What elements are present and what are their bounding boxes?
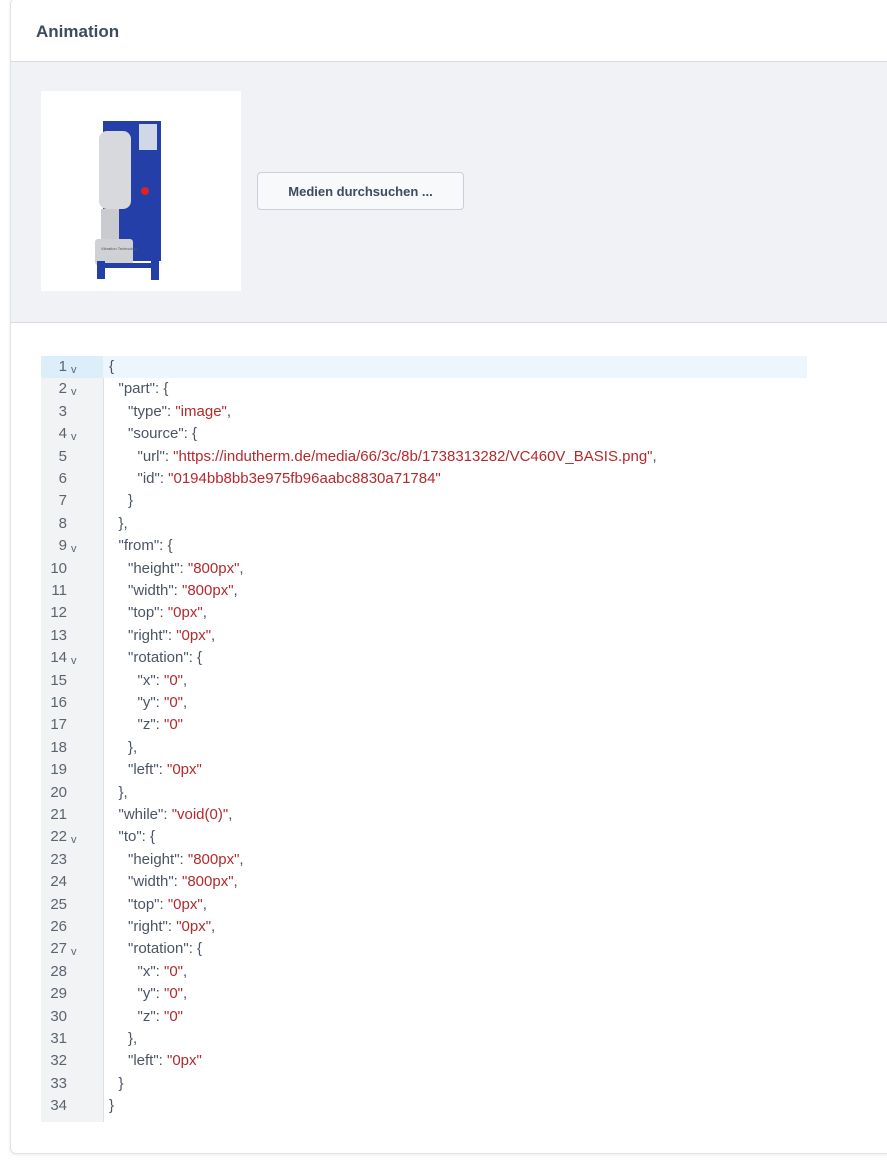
line-number-text: 34: [50, 1097, 67, 1115]
line-number-text: 30: [50, 1007, 67, 1025]
line-number-text: 4: [58, 425, 67, 443]
line-number: [41, 1095, 103, 1117]
punctuation: }: [128, 492, 134, 510]
code-line[interactable]: [41, 670, 807, 692]
line-number-text: 31: [50, 1030, 67, 1047]
punctuation: : {: [155, 380, 169, 398]
code-text: [109, 401, 231, 423]
line-number: [41, 692, 103, 714]
line-number: [41, 916, 103, 938]
code-line[interactable]: [41, 558, 807, 580]
json-key: "part": [118, 380, 155, 398]
line-number-text: 8: [58, 514, 67, 532]
punctuation: ,: [183, 694, 188, 711]
colon: :: [164, 447, 174, 465]
colon: :: [155, 694, 164, 711]
colon: :: [159, 604, 168, 622]
line-number: [41, 737, 103, 759]
card-title: Animation: [36, 22, 120, 41]
punctuation: ,: [233, 873, 238, 891]
punctuation: : {: [188, 649, 203, 667]
code-text: [109, 714, 183, 736]
line-number-text: 25: [50, 895, 67, 913]
code-line[interactable]: [41, 401, 807, 423]
code-text: [109, 894, 207, 916]
punctuation: : {: [183, 425, 198, 443]
json-string-value: "0px": [167, 895, 203, 913]
line-number: [41, 871, 103, 893]
code-text: [109, 625, 215, 647]
fold-chevron-icon[interactable]: v: [71, 431, 77, 444]
punctuation: },: [118, 514, 128, 532]
json-string-value: "0194bb8bb3e975fb96aabc8830a71784": [168, 470, 441, 487]
line-number: [41, 826, 103, 848]
line-number: [41, 1006, 103, 1028]
punctuation: ,: [202, 604, 207, 622]
code-line[interactable]: [41, 446, 807, 468]
code-text: [109, 423, 197, 445]
line-number: [41, 983, 103, 1005]
json-string-value: "800px": [182, 873, 234, 891]
json-key: "x": [137, 962, 156, 980]
line-number-text: 5: [58, 447, 67, 465]
line-number-text: 33: [50, 1074, 67, 1092]
line-number: [41, 446, 103, 468]
json-key: "right": [128, 626, 168, 644]
line-number: [41, 647, 103, 669]
fold-chevron-icon[interactable]: v: [71, 364, 77, 376]
line-number-text: 10: [50, 559, 67, 577]
code-line[interactable]: [41, 378, 807, 400]
json-string-value: "0px": [167, 604, 203, 622]
json-key: "source": [128, 425, 184, 443]
json-string-value: "800px": [187, 559, 240, 577]
json-key: "width": [128, 873, 174, 891]
punctuation: ,: [228, 806, 233, 823]
line-number: [41, 670, 103, 692]
code-line[interactable]: [41, 759, 807, 781]
code-text: [109, 759, 202, 781]
line-number: [41, 356, 103, 378]
json-string-value: "0": [164, 1007, 183, 1025]
json-string-value: "0px": [176, 918, 212, 935]
code-text: [109, 782, 128, 804]
line-number-text: 32: [50, 1052, 67, 1070]
line-number-text: 11: [51, 582, 67, 599]
code-line[interactable]: [41, 625, 807, 647]
punctuation: ,: [239, 850, 244, 868]
code-line[interactable]: [41, 423, 807, 445]
line-number-text: 29: [50, 985, 67, 1003]
code-text: [109, 983, 187, 1005]
code-line[interactable]: [41, 602, 807, 624]
json-key: "left": [128, 761, 159, 779]
json-string-value: "0": [164, 716, 183, 734]
json-string-value: "https://indutherm.de/media/66/3c/8b/1738313282/VC460V_BASIS.png": [173, 447, 653, 465]
line-number-text: 3: [58, 402, 67, 420]
fold-chevron-icon[interactable]: v: [71, 655, 77, 668]
json-key: "z": [137, 1007, 156, 1025]
punctuation: ,: [183, 671, 188, 689]
code-text: [109, 468, 441, 490]
fold-chevron-icon[interactable]: v: [71, 386, 77, 399]
json-string-value: "800px": [182, 582, 234, 599]
punctuation: : {: [188, 940, 203, 958]
punctuation: },: [118, 783, 128, 801]
line-number: [41, 804, 103, 826]
code-text: [109, 804, 232, 826]
colon: :: [163, 806, 172, 823]
code-text: [109, 378, 168, 400]
line-number: [41, 894, 103, 916]
line-number: [41, 423, 103, 445]
line-number-text: 2: [58, 380, 67, 398]
code-text: [109, 961, 187, 983]
line-number: [41, 625, 103, 647]
code-line[interactable]: [41, 1095, 807, 1117]
line-number: [41, 1050, 103, 1072]
code-text: [109, 558, 244, 580]
colon: :: [167, 402, 176, 420]
colon: :: [167, 626, 177, 644]
colon: :: [159, 470, 169, 487]
line-number-text: 1: [58, 358, 67, 375]
code-line[interactable]: [41, 938, 807, 960]
json-key: "height": [128, 850, 180, 868]
code-line[interactable]: [41, 647, 807, 669]
punctuation: ,: [211, 918, 216, 935]
line-number-text: 18: [50, 738, 67, 756]
code-text: [109, 826, 155, 848]
line-number: [41, 558, 103, 580]
line-number: [41, 1073, 103, 1095]
code-line[interactable]: [41, 692, 807, 714]
code-line[interactable]: [41, 983, 807, 1005]
line-number: [41, 513, 103, 535]
code-text: [109, 938, 202, 960]
line-number-text: 13: [50, 626, 67, 644]
code-text: [109, 513, 128, 535]
json-string-value: "void(0)": [171, 806, 229, 823]
colon: :: [173, 873, 183, 891]
line-number-text: 12: [50, 604, 67, 622]
line-number: [41, 849, 103, 871]
colon: :: [155, 985, 164, 1003]
json-string-value: "0": [164, 694, 183, 711]
line-number-text: 15: [50, 671, 67, 689]
animation-card: [10, 0, 887, 1154]
line-number-text: 19: [50, 761, 67, 779]
code-text: [109, 871, 238, 893]
punctuation: {: [109, 358, 115, 375]
json-key: "left": [128, 1052, 159, 1070]
code-line[interactable]: [41, 490, 807, 512]
code-line[interactable]: [41, 356, 807, 378]
json-string-value: "image": [175, 402, 227, 420]
punctuation: ,: [183, 985, 188, 1003]
punctuation: ,: [239, 559, 244, 577]
code-text: [109, 446, 657, 468]
code-line[interactable]: [41, 714, 807, 736]
code-line[interactable]: [41, 580, 807, 602]
colon: :: [179, 850, 188, 868]
line-number-text: 14: [50, 649, 67, 667]
line-number-text: 22: [50, 828, 67, 846]
line-number-text: 20: [50, 783, 67, 801]
svg-text:Vibration Technology: Vibration Technology: [101, 246, 138, 251]
json-key: "from": [118, 537, 160, 555]
punctuation: },: [128, 738, 138, 756]
code-line[interactable]: [41, 961, 807, 983]
code-line[interactable]: [41, 916, 807, 938]
punctuation: ,: [233, 582, 238, 599]
line-number-text: 7: [58, 492, 67, 510]
punctuation: ,: [211, 626, 216, 644]
code-line[interactable]: [41, 826, 807, 848]
punctuation: ,: [226, 402, 232, 420]
json-key: "to": [118, 828, 142, 846]
colon: :: [155, 1007, 164, 1025]
code-text: [109, 1028, 137, 1050]
json-key: "right": [128, 918, 168, 935]
colon: :: [159, 895, 168, 913]
punctuation: : {: [141, 828, 156, 846]
browse-media-button[interactable]: Medien durchsuchen ...: [257, 172, 464, 210]
code-text: [109, 670, 187, 692]
line-number: [41, 490, 103, 512]
json-string-value: "0px": [167, 1052, 202, 1070]
json-string-value: "0px": [176, 626, 212, 644]
code-line[interactable]: [41, 1006, 807, 1028]
line-number-text: 9: [58, 537, 67, 555]
code-line[interactable]: [41, 1028, 807, 1050]
line-number-text: 6: [58, 470, 67, 487]
json-key: "top": [128, 604, 160, 622]
card-header: [11, 0, 887, 62]
code-text: [109, 490, 133, 512]
json-key: "while": [118, 806, 164, 823]
json-string-value: "800px": [187, 850, 240, 868]
code-line[interactable]: [41, 535, 807, 557]
json-string-value: "0": [164, 962, 183, 980]
line-number-text: 27: [50, 940, 67, 958]
code-text: [109, 356, 114, 378]
code-text: [109, 916, 215, 938]
code-line[interactable]: [41, 782, 807, 804]
punctuation: }: [109, 1097, 115, 1115]
colon: :: [167, 918, 177, 935]
code-text: [109, 580, 238, 602]
colon: :: [155, 671, 164, 689]
line-number: [41, 602, 103, 624]
code-text: [109, 692, 187, 714]
json-key: "y": [137, 694, 156, 711]
code-line[interactable]: [41, 513, 807, 535]
machine-image: [41, 91, 241, 291]
code-line[interactable]: [41, 871, 807, 893]
line-number-text: 23: [50, 850, 67, 868]
punctuation: ,: [202, 895, 207, 913]
line-number: [41, 961, 103, 983]
fold-chevron-icon[interactable]: v: [71, 946, 77, 959]
json-key: "type": [128, 402, 168, 420]
json-string-value: "0": [164, 985, 183, 1003]
line-number: [41, 938, 103, 960]
line-number: [41, 468, 103, 490]
json-key: "rotation": [128, 940, 189, 958]
json-string-value: "0": [164, 671, 183, 689]
code-line[interactable]: [41, 468, 807, 490]
line-number: [41, 714, 103, 736]
code-text: [109, 1073, 124, 1095]
punctuation: },: [128, 1030, 138, 1047]
code-text: [109, 535, 173, 557]
json-key: "height": [128, 559, 180, 577]
media-section: [11, 62, 887, 323]
code-line[interactable]: [41, 804, 807, 826]
line-number: [41, 378, 103, 400]
code-text: [109, 1006, 183, 1028]
json-code-editor[interactable]: [41, 356, 807, 1122]
json-key: "top": [128, 895, 160, 913]
line-number: [41, 782, 103, 804]
code-text: [109, 602, 207, 624]
colon: :: [173, 582, 183, 599]
line-number: [41, 401, 103, 423]
line-number-text: 28: [50, 962, 67, 980]
line-number-text: 21: [50, 806, 67, 823]
code-text: [109, 1095, 114, 1117]
code-line[interactable]: [41, 737, 807, 759]
line-number: [41, 535, 103, 557]
media-thumbnail[interactable]: [41, 91, 241, 291]
punctuation: ,: [183, 962, 188, 980]
colon: :: [155, 962, 164, 980]
json-string-value: "0px": [167, 761, 202, 779]
json-key: "y": [137, 985, 156, 1003]
line-number-text: 16: [50, 694, 67, 711]
colon: :: [155, 716, 164, 734]
line-number-text: 26: [50, 918, 67, 935]
line-number: [41, 580, 103, 602]
code-text: [109, 737, 137, 759]
fold-chevron-icon[interactable]: v: [71, 543, 77, 556]
punctuation: }: [118, 1074, 124, 1092]
colon: :: [158, 761, 168, 779]
code-text: [109, 1050, 202, 1072]
code-line[interactable]: [41, 1050, 807, 1072]
line-number-text: 17: [50, 716, 67, 734]
line-number: [41, 1028, 103, 1050]
code-line[interactable]: [41, 1073, 807, 1095]
line-number: [41, 759, 103, 781]
punctuation: : {: [159, 537, 173, 555]
code-line[interactable]: [41, 894, 807, 916]
colon: :: [158, 1052, 168, 1070]
json-key: "rotation": [128, 649, 189, 667]
colon: :: [179, 559, 188, 577]
json-key: "url": [137, 447, 165, 465]
punctuation: ,: [652, 447, 657, 465]
fold-chevron-icon[interactable]: v: [71, 834, 77, 847]
json-key: "width": [128, 582, 174, 599]
json-key: "id": [137, 470, 160, 487]
json-key: "z": [137, 716, 156, 734]
code-line[interactable]: [41, 849, 807, 871]
code-text: [109, 647, 202, 669]
code-text: [109, 849, 244, 871]
json-key: "x": [137, 671, 156, 689]
line-number-text: 24: [50, 873, 67, 891]
